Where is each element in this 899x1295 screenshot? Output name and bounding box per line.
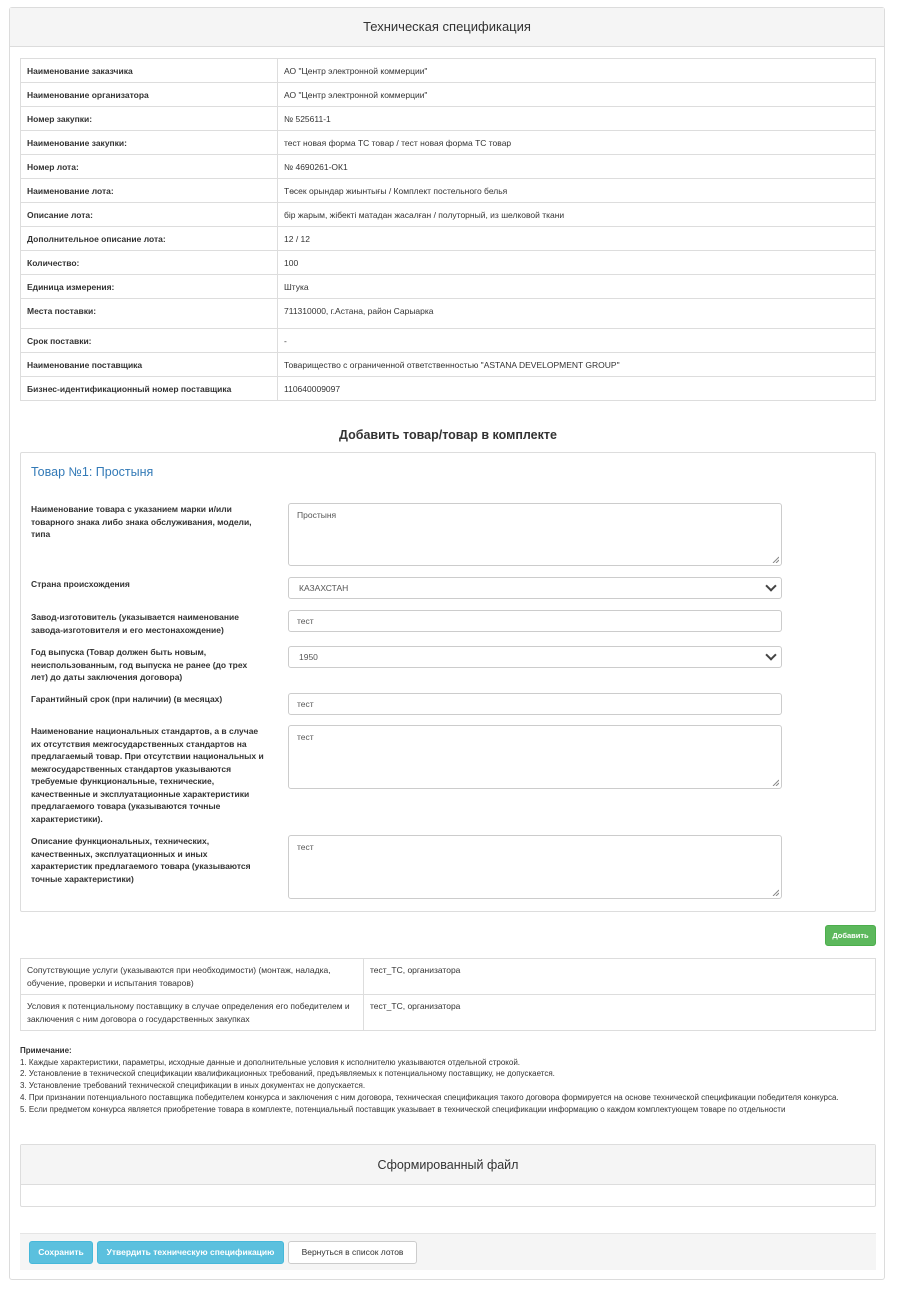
info-value: № 4690261-ОК1 xyxy=(278,155,876,179)
service-label: Условия к потенциальному поставщику в случае определения его победителем и заключения с ним договора о государственных закупках xyxy=(21,995,364,1031)
resize-grip-icon[interactable] xyxy=(771,555,779,563)
info-label: Единица измерения: xyxy=(21,275,278,299)
table-row xyxy=(21,83,876,107)
factory-input[interactable] xyxy=(288,610,782,632)
info-label: Бизнес-идентификационный номер поставщика xyxy=(21,377,278,401)
approve-spec-button[interactable]: Утвердить техническую спецификацию xyxy=(97,1241,284,1264)
info-value: - xyxy=(278,329,876,353)
warranty-input[interactable] xyxy=(288,693,782,715)
info-label: Наименование лота: xyxy=(21,179,278,203)
item-form xyxy=(20,452,876,912)
factory-label: Завод-изготовитель (указывается наименование завода-изготовителя и его местонахождение) xyxy=(31,612,239,635)
country-select[interactable] xyxy=(288,577,782,599)
info-label: Количество: xyxy=(21,251,278,275)
description-value: тест xyxy=(297,842,314,852)
table-row xyxy=(21,227,876,251)
product-name-label: Наименование товара с указанием марки и/или товарного знака либо знака обслуживания, модели, типа xyxy=(31,504,252,539)
info-value: 12 / 12 xyxy=(278,227,876,251)
table-row xyxy=(21,203,876,227)
tech-spec-panel xyxy=(9,7,885,1280)
service-value: тест_ТС, организатора xyxy=(364,995,876,1031)
year-label: Год выпуска (Товар должен быть новым, неиспользованным, год выпуска не ранее (до трех лет) до даты заключения договора) xyxy=(31,647,248,682)
info-value: Товарищество с ограниченной ответственностью "ASTANA DEVELOPMENT GROUP" xyxy=(278,353,876,377)
country-value: КАЗАХСТАН xyxy=(299,583,349,593)
description-label: Описание функциональных, технических, качественных, эксплуатационных и иных характеристик предлагаемого товара (указываются точные характеристики) xyxy=(31,836,251,884)
note-item: 3. Установление требований технической спецификации в иных документах не допускается. xyxy=(20,1081,366,1091)
info-label: Наименование заказчика xyxy=(21,59,278,83)
item-title: Товар №1: Простыня xyxy=(31,465,154,479)
table-row xyxy=(21,179,876,203)
lot-info-table xyxy=(20,58,876,401)
resize-grip-icon[interactable] xyxy=(771,778,779,786)
info-value: № 525611-1 xyxy=(278,107,876,131)
generated-file-panel xyxy=(20,1144,876,1207)
table-row xyxy=(21,275,876,299)
footer-actions xyxy=(20,1233,876,1270)
note-item: 2. Установление в технической спецификации квалификационных требований, предъявляемых к потенциальному поставщику, не допускается. xyxy=(20,1069,555,1079)
notes-title: Примечание: xyxy=(20,1046,72,1055)
resize-grip-icon[interactable] xyxy=(771,888,779,896)
info-label: Дополнительное описание лота: xyxy=(21,227,278,251)
note-item: 1. Каждые характеристики, параметры, исходные данные и дополнительные условия к исполнителю указываются отдельной строкой. xyxy=(20,1057,521,1067)
info-value: тест новая форма ТС товар / тест новая форма ТС товар xyxy=(278,131,876,155)
info-label: Наименование поставщика xyxy=(21,353,278,377)
section-title: Добавить товар/товар в комплекте xyxy=(339,428,557,442)
notes-block xyxy=(20,1045,876,1115)
table-row xyxy=(21,329,876,353)
info-value: Штука xyxy=(278,275,876,299)
info-value: Төсек орындар жиынтығы / Комплект постельного белья xyxy=(278,179,876,203)
info-value: 110640009097 xyxy=(278,377,876,401)
note-item: 4. При признании потенциального поставщика победителем конкурса и заключения с ним договора, техническая спецификация такого договора формируется на основе технической спецификации победителя конкурса. xyxy=(20,1092,839,1102)
back-to-lots-button[interactable]: Вернуться в список лотов xyxy=(288,1241,417,1264)
table-row xyxy=(21,59,876,83)
table-row xyxy=(21,353,876,377)
info-value: АО "Центр электронной коммерции" xyxy=(278,59,876,83)
year-value: 1950 xyxy=(299,652,318,662)
info-value: бір жарым, жібекті матадан жасалған / полуторный, из шелковой ткани xyxy=(278,203,876,227)
warranty-label: Гарантийный срок (при наличии) (в месяцах) xyxy=(31,694,223,704)
table-row xyxy=(21,131,876,155)
save-button[interactable]: Сохранить xyxy=(29,1241,93,1264)
note-item: 5. Если предметом конкурса является приобретение товара в комплекте, потенциальный поставщик указывает в технической спецификации информацию о каждом комплектующем товаре по отдельности xyxy=(20,1104,786,1114)
chevron-down-icon xyxy=(765,580,776,591)
standards-label: Наименование национальных стандартов, а в случае их отсутствия межгосударственных стандартов на предлагаемый товар. При отсутствии национальных и межгосударственных стандартов указываются требуемые функциональные, технические, качественные и эксплуатационные характеристики предлагаемого товара (указываются точные характеристики). xyxy=(31,726,264,824)
country-label: Страна происхождения xyxy=(31,579,130,589)
table-row xyxy=(21,107,876,131)
factory-value: тест xyxy=(297,616,314,626)
services-table xyxy=(20,958,876,1031)
description-textarea[interactable] xyxy=(288,835,782,899)
service-label: Сопутствующие услуги (указываются при необходимости) (монтаж, наладка, обучение, проверки и испытания товаров) xyxy=(21,959,364,995)
warranty-value: тест xyxy=(297,699,314,709)
standards-value: тест xyxy=(297,732,314,742)
info-label: Описание лота: xyxy=(21,203,278,227)
info-value: АО "Центр электронной коммерции" xyxy=(278,83,876,107)
generated-file-title: Сформированный файл xyxy=(21,1145,875,1185)
page-title: Техническая спецификация xyxy=(10,8,884,47)
year-select[interactable] xyxy=(288,646,782,668)
info-label: Наименование организатора xyxy=(21,83,278,107)
info-label: Места поставки: xyxy=(21,299,278,329)
info-label: Срок поставки: xyxy=(21,329,278,353)
table-row xyxy=(21,299,876,329)
service-value: тест_ТС, организатора xyxy=(364,959,876,995)
product-name-textarea[interactable] xyxy=(288,503,782,566)
add-item-button[interactable]: Добавить xyxy=(825,925,876,946)
info-label: Наименование закупки: xyxy=(21,131,278,155)
table-row xyxy=(21,959,876,995)
table-row xyxy=(21,155,876,179)
table-row xyxy=(21,995,876,1031)
info-label: Номер закупки: xyxy=(21,107,278,131)
product-name-value: Простыня xyxy=(297,510,337,520)
info-value: 711310000, г.Астана, район Сарыарка xyxy=(278,299,876,329)
table-row xyxy=(21,377,876,401)
table-row xyxy=(21,251,876,275)
info-label: Номер лота: xyxy=(21,155,278,179)
info-value: 100 xyxy=(278,251,876,275)
chevron-down-icon xyxy=(765,649,776,660)
standards-textarea[interactable] xyxy=(288,725,782,789)
